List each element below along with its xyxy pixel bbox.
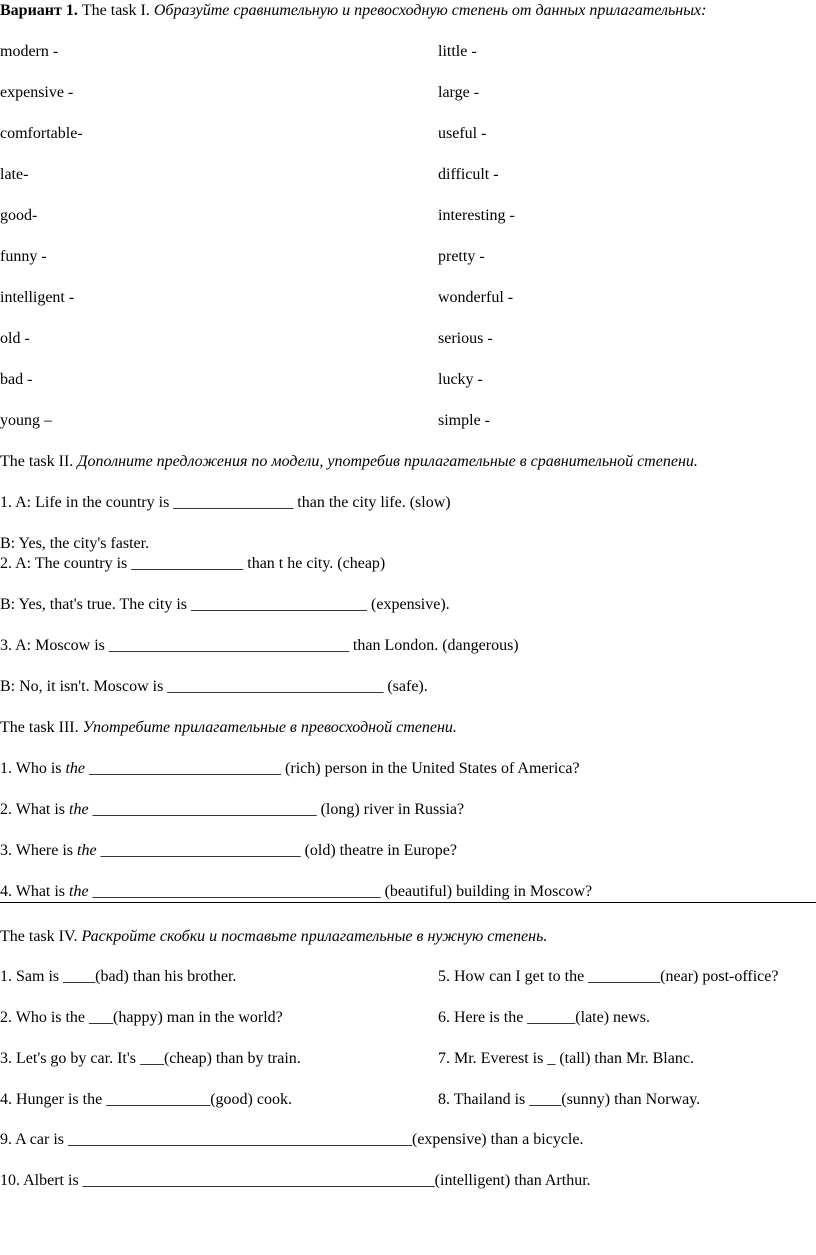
- task1-left-item: old -: [0, 330, 30, 347]
- task1-left-item: modern -: [0, 43, 59, 60]
- task1-label: The task I.: [81, 2, 150, 19]
- task1-right-item: wonderful -: [438, 289, 514, 306]
- task3-instruction: Употребите прилагательные в превосходной степени.: [82, 719, 457, 736]
- task4-left-item: 2. Who is the ___(happy) man in the world?: [0, 1009, 283, 1026]
- task3-item-suffix: ________________________ (rich) person in the United States of America?: [85, 760, 580, 777]
- task1-header: [0, 1, 706, 21]
- task4-full-item: 9. A car is ___________________________________________(expensive) than a bicycle.: [0, 1131, 584, 1148]
- task1-left-item: young –: [0, 412, 52, 429]
- task1-left-item: intelligent -: [0, 289, 75, 306]
- task3-item-suffix: ____________________________________ (beautiful) building in Moscow?: [88, 883, 593, 900]
- task1-right-item: lucky -: [438, 371, 483, 388]
- task3-item-suffix: _________________________ (old) theatre in Europe?: [96, 842, 457, 859]
- task4-header: [0, 927, 547, 947]
- task3-item-suffix: ____________________________ (long) river in Russia?: [88, 801, 465, 818]
- task2-line: 3. A: Moscow is ______________________________ than London. (dangerous): [0, 637, 519, 654]
- task2-line: B: Yes, that's true. The city is ______________________ (expensive).: [0, 596, 450, 613]
- task2-line: B: Yes, the city's faster.: [0, 535, 150, 552]
- task4-right-item: 7. Mr. Everest is _ (tall) than Mr. Blanc.: [438, 1050, 694, 1067]
- task1-right-item: large -: [438, 84, 480, 101]
- task1-right-item: simple -: [438, 412, 490, 429]
- task3-label: The task III.: [0, 719, 79, 736]
- task1-left-item: expensive -: [0, 84, 74, 101]
- task1-left-item: bad -: [0, 371, 33, 388]
- article-the: the: [69, 883, 89, 900]
- task2-line: 2. A: The country is ______________ than t he city. (cheap): [0, 555, 386, 572]
- task4-left-item: 4. Hunger is the _____________(good) cook.: [0, 1091, 292, 1108]
- task4-right-item: 8. Thailand is ____(sunny) than Norway.: [438, 1091, 701, 1108]
- task1-right-item: useful -: [438, 125, 487, 142]
- task3-item-prefix: 2. What is: [0, 801, 70, 818]
- task4-full-item: 10. Albert is ____________________________________________(intelligent) than Arthur.: [0, 1172, 591, 1189]
- task3-item-prefix: 4. What is: [0, 883, 70, 900]
- task3-item-prefix: 3. Where is: [0, 842, 78, 859]
- task2-instruction: Дополните предложения по модели, употребив прилагательные в сравнительной степени.: [77, 453, 698, 470]
- task4-label: The task IV.: [0, 928, 78, 945]
- task1-right-item: little -: [438, 43, 477, 60]
- article-the: the: [77, 842, 97, 859]
- task2-label: The task II.: [0, 453, 74, 470]
- article-the: the: [65, 760, 86, 777]
- task1-right-item: pretty -: [438, 248, 485, 265]
- task3-item: [0, 841, 457, 861]
- task3-item: [0, 882, 592, 902]
- article-the: the: [69, 801, 89, 818]
- task3-header: [0, 718, 457, 738]
- task1-left-item: good-: [0, 207, 38, 224]
- task1-right-item: difficult -: [438, 166, 499, 183]
- task1-left-item: funny -: [0, 248, 47, 265]
- task3-item-prefix: 1. Who is: [0, 760, 66, 777]
- task3-item: [0, 800, 464, 820]
- task1-left-item: late-: [0, 166, 29, 183]
- task1-left-item: comfortable-: [0, 125, 83, 142]
- section-divider: [0, 902, 816, 903]
- task1-right-item: interesting -: [438, 207, 515, 224]
- task3-item: [0, 759, 580, 779]
- task2-line: 1. A: Life in the country is _______________ than the city life. (slow): [0, 494, 451, 511]
- task1-instruction: Образуйте сравнительную и превосходную степень от данных прилагательных:: [153, 2, 707, 19]
- task4-instruction: Раскройте скобки и поставьте прилагательные в нужную степень.: [81, 928, 548, 945]
- task4-right-item: 5. How can I get to the _________(near) post-office?: [438, 968, 779, 985]
- task4-right-item: 6. Here is the ______(late) news.: [438, 1009, 650, 1026]
- task4-left-item: 1. Sam is ____(bad) than his brother.: [0, 968, 237, 985]
- variant-label: Вариант 1.: [0, 2, 78, 19]
- task2-line: B: No, it isn't. Moscow is ___________________________ (safe).: [0, 678, 428, 695]
- task4-left-item: 3. Let's go by car. It's ___(cheap) than by train.: [0, 1050, 301, 1067]
- task2-header: [0, 452, 698, 472]
- task1-right-item: serious -: [438, 330, 493, 347]
